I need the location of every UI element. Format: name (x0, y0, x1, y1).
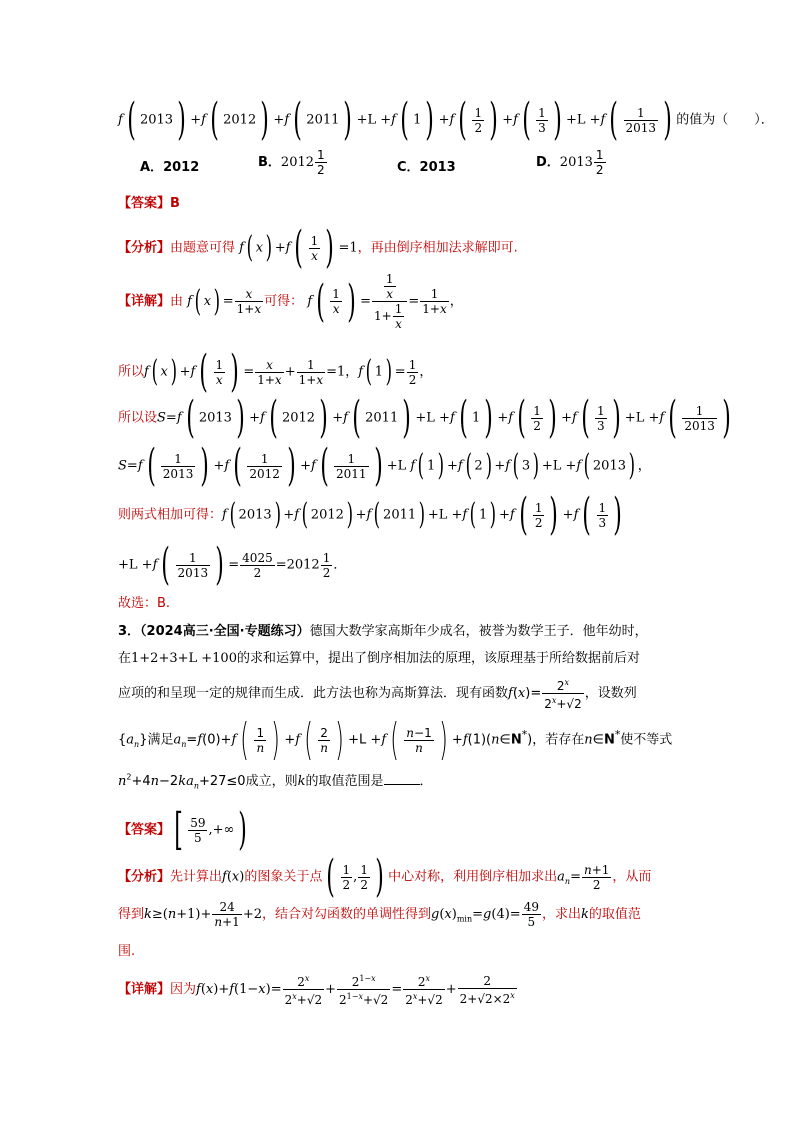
q3-stem-line3: 应项的和呈现一定的规律而生成．此方法也称为高斯算法．现有函数f(x)= $\frac{2^x}{2^x+√2}$ ，设数列 (118, 678, 637, 711)
option-b: B．2012 $\frac{1}{2}$ (258, 148, 325, 177)
q3-answer: 【答案】[ $\frac{59}{5}$ ,+∞) (118, 804, 248, 855)
q2-detail: 【详解】由 f( x) = $\frac{x}{1+x}$ 可得： f( $\frac{1}{x}$ ) = $\frac{1}{x}$ 1+ $\frac{1}{x}$ = $\frac{1}{1+x}$ ， (118, 272, 463, 331)
q3-detail: 【详解】因为f(x)+f(1−x)= $\frac{2^x}{2^x+√2}$ + $\frac{2^{1-x}}{2^{1-x}+√2}$ = $\frac{2^x}{2^x+√2}$ + $\frac{2}{2+√2\times 2^x}$ (118, 973, 515, 1007)
q2-so-line: 所以f( x) +f( $\frac{1}{x}$ ) = $\frac{x}{1+x}$ + $\frac{1}{1+x}$ =1，f( 1) = $\frac{1}{2}$ ， (118, 346, 433, 397)
q3-stem-line4: $\{a_n\}$满足$a_n=f(0)+f$( $\frac{1}{n}$ ) +f( $\frac{2}{n}$ ) +L +f( $\frac{n-1}{n}$ ) +f(1)(n∈N*)，若存在n∈N*使不等式 (118, 714, 673, 765)
q2-add-result: +L +f( $\frac{1}{2013}$ ) = $\frac{4025}{2}$ =2012 $\frac{1}{2}$ ． (118, 539, 347, 590)
q2-choose: 故选：B. (118, 596, 171, 611)
q3-stem-line5: $n^2+4n-2ka_n+27\le 0$成立，则k的取值范围是 ． (118, 772, 433, 791)
q2-analysis: 【分析】由题意可得 f( x) +f( $\frac{1}{x}$ ) =1，再由倒序相加法求解即可. (118, 222, 518, 273)
q3-analysis-1: 【分析】先计算出f(x)的图象关于点( $\frac{1}{2}$ , $\frac{1}{2}$ ) 中心对称，利用倒序相加求出$a_n=$ $\frac{n+1}{2}$ ，从而 (118, 851, 652, 902)
option-c: C．2013 (397, 160, 456, 175)
q2-stem: f( 2013) +f( 2012) +f( 2011) +L +f( 1) +f( $\frac{1}{2}$ ) +f( $\frac{1}{3}$ ) +L +f( $\frac{1}{2013}$ ) 的值为（ ）． (118, 94, 774, 145)
q2-stem-tail: 的值为（ ）． (676, 112, 774, 128)
option-a: A．2012 (140, 160, 200, 175)
option-d: D．2013 $\frac{1}{2}$ (536, 148, 604, 177)
q3-analysis-3: 围. (118, 944, 136, 959)
q2-sum-s1: 所以设S=f( 2013) +f( 2012) +f( 2011) +L +f( 1) +f( $\frac{1}{2}$ ) +f( $\frac{1}{3}$ ) +L +f( $\frac{1}{2013}$ ) (118, 392, 731, 443)
q3-analysis-2: 得到k≥(n+1)+ $\frac{24}{n+1}$ +2，结合对勾函数的单调性得到$g(x)_{min}=g(4)=$ $\frac{49}{5}$ ，求出k的取值范 (118, 900, 641, 929)
answer-blank[interactable] (384, 784, 420, 785)
q3-stem-line2: 在1+2+3+L +100的求和运算中，提出了倒序相加法的原理，该原理基于所给数据前后对 (118, 651, 640, 666)
q2-answer: 【答案】B (118, 196, 180, 211)
q2-sum-s2: S=f( $\frac{1}{2013}$ ) +f( $\frac{1}{2012}$ ) +f( $\frac{1}{2011}$ ) +L f( 1) +f( 2) +f( 3) +L +f( 2013) ， (118, 440, 651, 491)
q2-add-line: 则两式相加可得：f( 2013) +f( 2012) +f( 2011) +L +f( 1) +f( $\frac{1}{2}$ ) +f( $\frac{1}{3}$ ) (118, 489, 623, 540)
q3-stem-line1: 3．（2024高三·全国·专题练习）德国大数学家高斯年少成名，被誉为数学王子．他年幼时， (118, 624, 648, 639)
